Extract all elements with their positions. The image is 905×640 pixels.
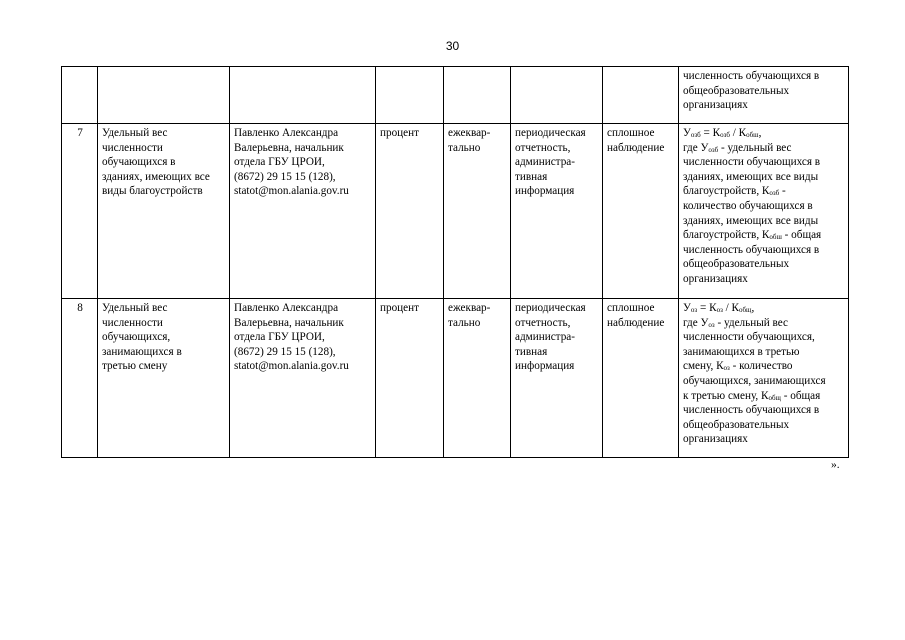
responsible-line: Валерьевна, начальник <box>234 141 344 154</box>
method-line: наблюдение <box>607 141 665 154</box>
formula-line: зданиях, имеющих все виды <box>683 214 819 227</box>
formula-line: к третью смену, $К_{общ}$ - общая <box>683 389 821 402</box>
formula-line: обучающихся, занимающихся <box>683 374 826 387</box>
indicator-line: Удельный вес <box>102 302 168 314</box>
periodicity-line: тально <box>448 141 481 154</box>
formula-cell <box>679 67 849 124</box>
responsible-line: отдела ГБУ ЦРОИ, <box>234 331 325 344</box>
source-cell <box>511 67 603 124</box>
formula-equation: $У_{оз} = К_{оз} / К_{общ}$, <box>683 302 755 314</box>
method-line: сплошное <box>607 302 655 314</box>
source-line: тивная <box>515 170 548 183</box>
formula-line: где $У_{оз}$ - удельный вес <box>683 316 788 329</box>
source-cell <box>511 124 603 299</box>
source-line: периодическая <box>515 127 586 139</box>
responsible-line: Павленко Александра <box>234 302 339 314</box>
unit-cell: процент <box>376 299 444 458</box>
source-line: администра- <box>515 331 575 344</box>
method-line: сплошное <box>607 127 655 139</box>
periodicity-line: ежеквар- <box>448 127 491 139</box>
source-cell <box>511 299 603 458</box>
responsible-cell <box>230 124 376 299</box>
formula-line: численность обучающихся в <box>683 404 820 417</box>
table-row <box>62 67 849 124</box>
formula-line: организациях <box>683 272 748 285</box>
indicators-table <box>61 66 849 458</box>
responsible-email: statot@mon.alania.gov.ru <box>234 360 349 373</box>
indicator-line: занимающихся в <box>102 345 182 358</box>
formula-line: общеобразовательных <box>683 84 790 97</box>
responsible-line: Павленко Александра <box>234 127 339 139</box>
method-cell <box>603 67 679 124</box>
source-line: отчетность, <box>515 141 571 154</box>
indicator-line: зданиях, имеющих все <box>102 170 210 183</box>
periodicity-cell <box>444 299 511 458</box>
formula-line: количество обучающихся в <box>683 199 813 212</box>
formula-line: занимающихся в третью <box>683 345 800 358</box>
responsible-line: (8672) 29 15 15 (128), <box>234 345 336 358</box>
indicator-cell <box>98 299 230 458</box>
page-number: 30 <box>445 39 460 53</box>
indicator-line: численности <box>102 316 163 329</box>
method-cell <box>603 124 679 299</box>
periodicity-cell <box>444 67 511 124</box>
responsible-cell <box>230 67 376 124</box>
source-line: периодическая <box>515 302 586 314</box>
source-line: информация <box>515 360 575 373</box>
formula-equation: $У_{озб} = К_{озб} / К_{обш}$, <box>683 127 762 139</box>
closing-quote-mark: ». <box>831 459 840 471</box>
responsible-line: отдела ГБУ ЦРОИ, <box>234 156 325 169</box>
formula-line: организациях <box>683 433 748 446</box>
indicator-line: Удельный вес <box>102 127 168 139</box>
formula-cell <box>679 124 849 299</box>
row-number-cell <box>62 67 98 124</box>
source-line: тивная <box>515 345 548 358</box>
formula-line: численность обучающихся в <box>683 70 820 82</box>
table-row <box>62 299 849 458</box>
responsible-line: (8672) 29 15 15 (128), <box>234 170 336 183</box>
periodicity-line: ежеквар- <box>448 302 491 314</box>
indicator-cell <box>98 67 230 124</box>
indicator-line: численности <box>102 141 163 154</box>
formula-line: общеобразовательных <box>683 418 790 431</box>
row-number-cell: 7 <box>62 124 98 299</box>
indicator-line: третью смену <box>102 360 168 373</box>
responsible-email: statot@mon.alania.gov.ru <box>234 185 349 198</box>
indicator-line: обучающихся в <box>102 156 176 169</box>
indicator-line: виды благоустройств <box>102 185 203 198</box>
method-line: наблюдение <box>607 316 665 329</box>
formula-line: зданиях, имеющих все виды <box>683 170 819 183</box>
unit-cell <box>376 67 444 124</box>
responsible-line: Валерьевна, начальник <box>234 316 344 329</box>
formula-line: где $У_{озб}$ - удельный вес <box>683 141 792 154</box>
table-row <box>62 124 849 299</box>
indicator-cell <box>98 124 230 299</box>
formula-line: благоустройств, $К_{озб}$ - <box>683 185 786 198</box>
periodicity-cell <box>444 124 511 299</box>
indicator-line: обучающихся, <box>102 331 171 344</box>
formula-line: общеобразовательных <box>683 258 790 271</box>
formula-cell <box>679 299 849 458</box>
source-line: информация <box>515 185 575 198</box>
source-line: отчетность, <box>515 316 571 329</box>
responsible-cell <box>230 299 376 458</box>
formula-line: благоустройств, $К_{обш}$ - общая <box>683 229 822 242</box>
source-line: администра- <box>515 156 575 169</box>
unit-cell: процент <box>376 124 444 299</box>
method-cell <box>603 299 679 458</box>
formula-line: численности обучающихся в <box>683 156 821 169</box>
formula-line: численности обучающихся, <box>683 331 815 344</box>
formula-line: смену, $К_{оз}$ - количество <box>683 360 793 373</box>
row-number-cell: 8 <box>62 299 98 458</box>
formula-line: численность обучающихся в <box>683 243 820 256</box>
periodicity-line: тально <box>448 316 481 329</box>
formula-line: организациях <box>683 99 748 112</box>
